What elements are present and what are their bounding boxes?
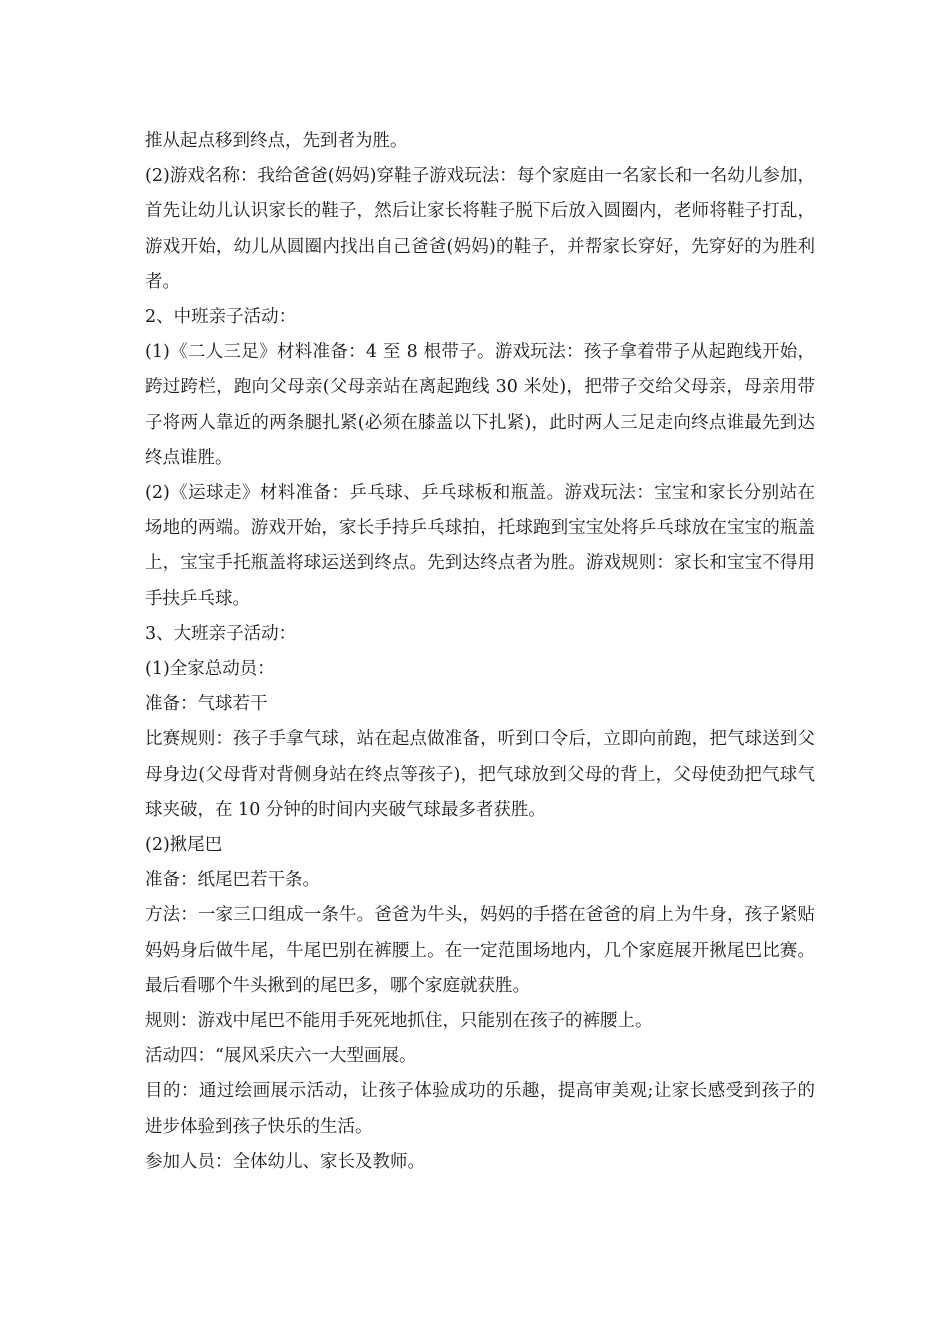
paragraph-balloon-rules: 比赛规则：孩子手拿气球，站在起点做准备，听到口令后，立即向前跑，把气球送到父母身边(父母背对背侧身站在终点等孩子)，把气球放到父母的背上，父母使劲把气球气球夹破，在 10 分钟的时间内夹破气球最多者获胜。 <box>145 729 815 820</box>
paragraph-balloon-prep: 准备：气球若干 <box>145 694 268 715</box>
paragraph-tail-race: 推从起点移到终点，先到者为胜。 <box>145 131 408 151</box>
paragraph-tail-method: 方法：一家三口组成一条牛。爸爸为牛头，妈妈的手搭在爸爸的肩上为牛身，孩子紧贴妈妈身后做牛尾，牛尾巴别在裤腰上。在一定范围场地内，几个家庭展开揪尾巴比赛。最后看哪个牛头揪到的尾巴多，哪个家庭就获胜。 <box>145 905 815 996</box>
paragraph-shoe-game: (2)游戏名称：我给爸爸(妈妈)穿鞋子游戏玩法：每个家庭由一名家长和一名幼儿参加，首先让幼儿认识家长的鞋子，然后让家长将鞋子脱下后放入圆圈内，老师将鞋子打乱，游戏开始，幼儿从圆圈内找出自己爸爸(妈妈)的鞋子，并帮家长穿好，先穿好的为胜利者。 <box>145 166 815 292</box>
paragraph-tail-prep: 准备：纸尾巴若干条。 <box>145 870 320 891</box>
paragraph-three-legged: (1)《二人三足》材料准备：4 至 8 根带子。游戏玩法：孩子拿着带子从起跑线开始，跨过跨栏，跑向父母亲(父母亲站在离起跑线 30 米处)，把带子交给父母亲，母亲用带子将两人靠近的两条腿扎紧(必须在膝盖以下扎紧)，此时两人三足走向终点谁最先到达终点谁胜。 <box>145 342 815 468</box>
paragraph-ball-carry: (2)《运球走》材料准备：乒乓球、乒乓球板和瓶盖。游戏玩法：宝宝和家长分别站在场地的两端。游戏开始，家长手持乒乓球拍，托球跑到宝宝处将乒乓球放在宝宝的瓶盖上，宝宝手托瓶盖将球运送到终点。先到达终点者为胜。游戏规则：家长和宝宝不得用手扶乒乓球。 <box>145 483 815 609</box>
paragraph-purpose: 目的：通过绘画展示活动，让孩子体验成功的乐趣，提高审美观;让家长感受到孩子的进步体验到孩子快乐的生活。 <box>145 1081 815 1137</box>
heading-activity-four: 活动四：“展风采庆六一大型画展。 <box>145 1046 417 1067</box>
paragraph-tail-rules: 规则：游戏中尾巴不能用手死死地抓住，只能别在孩子的裤腰上。 <box>145 1011 653 1032</box>
paragraph-family-game-title: (1)全家总动员： <box>145 659 275 680</box>
heading-senior-class: 3、大班亲子活动： <box>145 623 297 644</box>
document-body <box>145 124 815 1180</box>
paragraph-tail-title: (2)揪尾巴 <box>145 835 223 856</box>
paragraph-participants: 参加人员：全体幼儿、家长及教师。 <box>145 1151 425 1172</box>
heading-middle-class: 2、中班亲子活动： <box>145 307 297 328</box>
